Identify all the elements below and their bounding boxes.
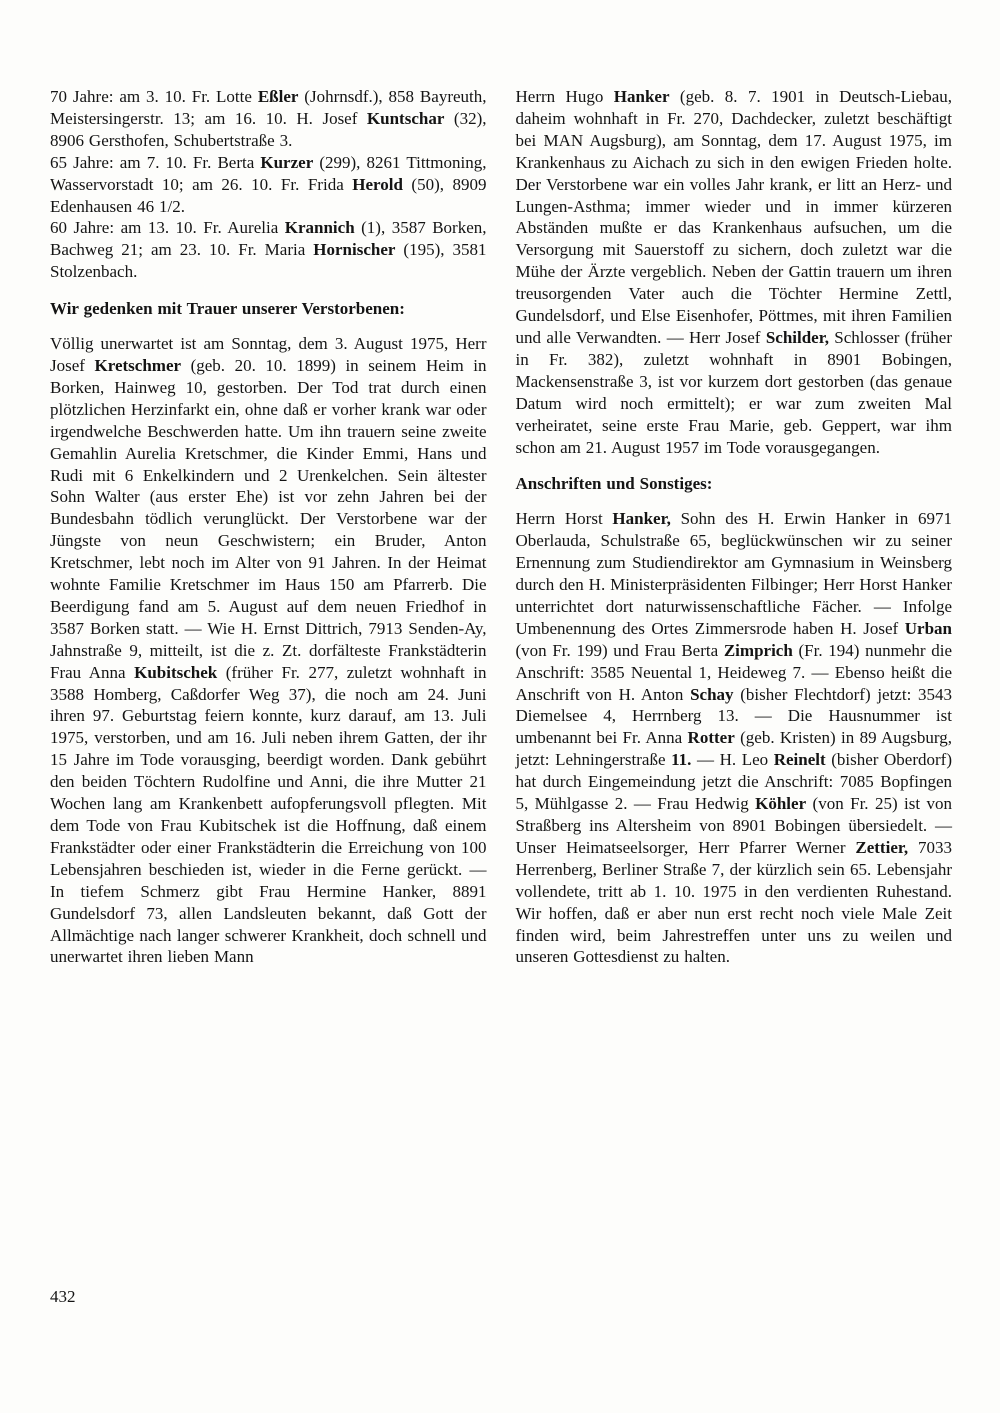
text-run: (1), 3587 Borken, Bachweg 21; am 23. 10. Fr. Maria [50,218,487,260]
paragraph-obituary-continued [516,86,953,458]
right-column [516,86,953,968]
bold-name-run: Zimprich [723,640,793,660]
text-run: (299), 8261 Tittmoning, Wasservorstadt 10; am 26. 10. Fr. Frida [50,152,487,194]
text-run: Herrn Horst [515,509,613,529]
page-number: 432 [50,1287,76,1306]
bold-name-run: Köhler [755,794,807,814]
bold-name-run: Krannich [284,218,355,238]
obituary-section-heading: Wir gedenken mit Trauer unserer Verstorbenen: [50,299,405,319]
bold-name-run: Zettier, [855,837,909,857]
text-run: Herrn Hugo [515,87,614,106]
bold-name-run: Hornischer [313,240,396,260]
text-run: (von Fr. 25) ist von Straßberg ins Altersheim von 8901 Bobingen übersiedelt. — Unser Heimatseelsorger, Herr Pfarrer Werner [515,794,952,857]
paragraph-jubilee-65 [50,152,487,218]
text-run: (bisher Flechtdorf) jetzt: 3543 Diemelsee 4, Herrnberg 13. — Die Hausnummer ist umbenannt bei Fr. Anna [515,684,952,748]
bold-name-run: Kuntschar [366,108,445,128]
paragraph-obituary-body [50,333,487,968]
bold-name-run: Hanker, [612,509,671,529]
bold-name-run: Eßler [257,87,299,106]
text-run: (geb. Kristen) in 89 Augsburg, jetzt: Lehningerstraße [515,728,952,770]
paragraph-jubilee-70 [50,86,487,152]
bold-name-run: Reinelt [773,750,826,770]
text-run: (50), 8909 Edenhausen 46 1/2. [50,174,487,216]
paragraph-addresses-body [516,508,953,968]
bold-name-run: Urban [904,618,952,638]
bold-name-run: Kubitschek [134,662,218,682]
text-run: (früher Fr. 277, zuletzt wohnhaft in 3588 Homberg, Caßdorfer Weg 37), die noch am 24. Juni ihren 97. Geburtstag feiern konnte, kurz darauf, am 13. Juli 1975, verstorben, und am 16. Juli neben ihrem Gatten, der ihr 15 Jahre im Tode vorausging, beerdigt worden. Dank gebührt den beiden Töchtern Rudolfine und Anni, die ihre Mutter 21 Wochen lang am Krankenbett aufopferungsvoll pflegten. Mit dem Tode von Frau Kubitschek ist die Hoffnung, daß einem Frankstädter oder einer Frankstädterin die Erreichung von 100 Lebensjahren beschieden ist, wieder in die Ferne gerückt. — In tiefem Schmerz gibt Frau Hermine Hanker, 8891 Gundelsdorf 73, allen Landsleuten bekannt, daß Gott der Allmächtige nach langer schwerer Krankheit, doch schnell und unerwartet ihren lieben Mann [50,662,487,967]
text-run: 60 Jahre: am 13. 10. Fr. Aurelia [50,218,285,238]
text-run: (195), 3581 Stolzenbach. [50,240,487,282]
paragraph-jubilee-60 [50,217,487,283]
left-column [50,86,487,968]
text-run: Schlosser (früher in Fr. 382), zuletzt wohnhaft in 8901 Bobingen, Mackensenstraße 3, ist vor kurzem dort gestorben (das genaue Datum wird noch ermittelt); er war zum zweiten Mal verheiratet, seine erste Frau Marie, geb. Geppert, war ihm schon am 21. August 1957 im Tode vorausgegangen. [515,327,952,457]
bold-name-run: Kurzer [260,152,314,172]
bold-name-run: Herold [352,174,403,194]
addresses-section-heading: Anschriften und Sonstiges: [515,474,713,494]
text-run: (geb. 20. 10. 1899) in seinem Heim in Borken, Hainweg 10, gestorben. Der Tod trat durch einen plötzlichen Herzinfarkt ein, ohne daß er vorher krank war oder irgendwelche Beschwerden hatte. Um ihn trauern seine zweite Gemahlin Aurelia Kretschmer, die Kinder Emmi, Hans und Rudi mit 6 Enkelkindern und 2 Urenkelchen. Sein ältester Sohn Walter (aus erster Ehe) ist vor zehn Jahren bei der Bundesbahn tödlich verunglückt. Der Verstorbene war der Jüngste von neun Geschwistern; ein Bruder, Anton Kretschmer, lebt noch im Alter von 91 Jahren. In der Heimat wohnte Familie Kretschmer im Haus 150 am Pfarrerb. Die Beerdigung fand am 5. August auf dem neuen Friedhof in 3587 Borken statt. — Wie H. Ernst Dittrich, 7913 Senden-Ay, Jahnstraße 9, mitteilt, ist die z. Zt. dorfälteste Frankstädterin Frau Anna [50,355,487,682]
text-run: (geb. 8. 7. 1901 in Deutsch-Liebau, daheim wohnhaft in Fr. 270, Dachdecker, zuletzt beschäftigt bei MAN Augsburg), am Sonntag, dem 17. August 1975, im Krankenhaus zu Aichach zu sich in den ewigen Frieden holte. Der Verstorbene war ein volles Jahr krank, er litt an Herz- und Lungen-Asthma; immer wieder und in immer kürzeren Abständen mußte er das Krankenhaus aufsuchen, um die Versorgung mit Sauerstoff zu sichern, doch zuletzt war die Mühe der Ärzte vergeblich. Neben der Gattin trauern um ihren treusorgenden Vater auch die Töchter Hermine Zettl, Gundelsdorf, und Else Eisenhofer, Pöttmes, mit ihren Familien und alle Verwandten. — Herr Josef [515,87,952,347]
text-run: Sohn des H. Erwin Hanker in 6971 Oberlauda, Schulstraße 65, beglückwünschen wir zu seiner Ernennung zum Studiendirektor am Gymnasium in Weinsberg durch den H. Ministerpräsidenten Filbinger; Herr Horst Hanker unterrichtet dort naturwissenschaftliche Fächer. — Infolge Umbenennung des Ortes Zimmersrode haben H. Josef [515,509,952,638]
text-run: — H. Leo [691,750,774,770]
text-run: (Johrnsdf.), 858 Bayreuth, Meistersingerstr. 13; am 16. 10. H. Josef [50,87,487,128]
bold-name-run: Schay [690,684,734,704]
bold-name-run: Rotter [687,728,735,748]
text-run: 7033 Herrenberg, Berliner Straße 7, der kürzlich sein 65. Lebensjahr vollendete, tritt ab 1. 10. 1975 in den verdienten Ruhestand. Wir hoffen, daß er aber nun erst recht noch viele Male Zeit finden wird, beim Jahrestreffen unter uns zu weilen und unseren Gottesdienst zu halten. [515,837,952,967]
text-run: 65 Jahre: am 7. 10. Fr. Berta [50,152,261,172]
text-run: (von Fr. 199) und Frau Berta [515,640,724,660]
bold-name-run: 11. [671,750,692,770]
bold-name-run: Kretschmer [94,355,182,375]
text-run: 70 Jahre: am 3. 10. Fr. Lotte [50,87,258,106]
text-run: (32), 8906 Gersthofen, Schubertstraße 3. [50,108,487,150]
bold-name-run: Schilder, [765,327,829,347]
text-run: (Fr. 194) nunmehr die Anschrift: 3585 Neuental 1, Heideweg 7. — Ebenso heißt die Anschrift von H. Anton [515,640,952,704]
bold-name-run: Hanker [613,87,670,106]
text-run: (bisher Oberdorf) hat durch Eingemeindung jetzt die Anschrift: 7085 Bopfingen 5, Mühlgasse 2. — Frau Hedwig [515,750,952,814]
text-run: Völlig unerwartet ist am Sonntag, dem 3. August 1975, Herr Josef [50,334,487,375]
